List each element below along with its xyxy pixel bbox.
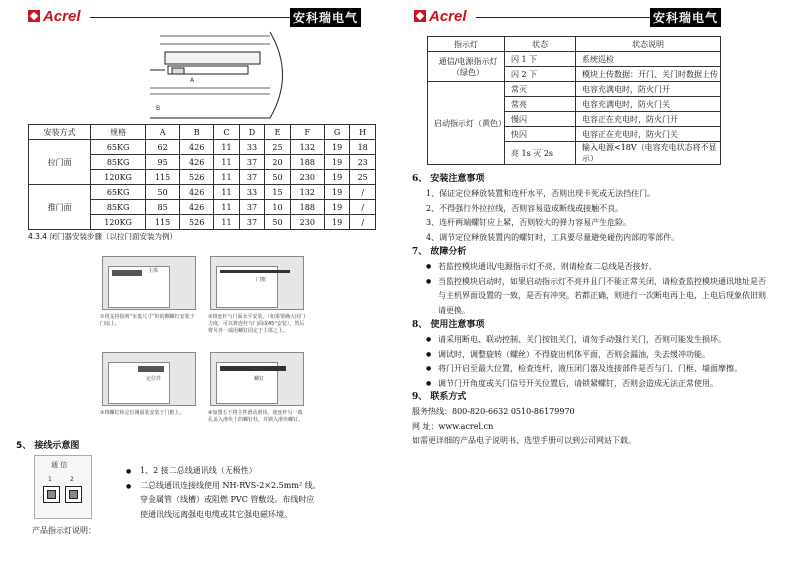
label-b: 门框 [256, 277, 267, 283]
table-cell: 19 [324, 185, 350, 200]
table-cell: 120KG [91, 215, 146, 230]
lamp-state: 亮 1s 灭 2s [505, 142, 576, 165]
table-cell: / [350, 185, 376, 200]
table-cell: 23 [350, 155, 376, 170]
notes-sections [412, 172, 772, 391]
table-cell: 10 [265, 200, 291, 215]
table-cell: 11 [214, 200, 240, 215]
lamp-state: 闪 1 下 [505, 52, 576, 67]
label-d: 螺钉 [254, 376, 265, 382]
terminal-1-number: 1 [48, 476, 52, 483]
column-header: H [350, 125, 376, 140]
state-description: 电容正在充电时，防火门关 [576, 127, 721, 142]
positioner [138, 366, 164, 372]
table-cell: 62 [146, 140, 180, 155]
table-cell: 85 [146, 200, 180, 215]
notes-section [412, 172, 772, 245]
table-cell: 230 [290, 215, 324, 230]
table-cell: 37 [239, 215, 265, 230]
column-header: B [180, 125, 214, 140]
contact-block [412, 390, 772, 449]
table-header-row [29, 125, 376, 140]
table-cell: 19 [324, 155, 350, 170]
table-cell: 50 [146, 185, 180, 200]
acrel-logo: Acrel [414, 8, 467, 25]
table-cell: 37 [239, 170, 265, 185]
column-header: 安装方式 [29, 125, 91, 140]
terminal-label: 通 信 [51, 461, 68, 469]
wiring-item-2: ● 二总线通讯连接线使用 NH-RVS-2×2.5mm² 线。穿金属管（线槽）或阻燃 PVC 管敷设。布线时应使通讯线远离强电电缆或其它强电磁环境。 [140, 479, 322, 523]
lamp-state: 慢闪 [505, 112, 576, 127]
table-cell: 11 [214, 155, 240, 170]
table-row [428, 82, 721, 97]
install-step-4 [206, 346, 308, 432]
install-step-1 [98, 244, 200, 340]
column-header: A [146, 125, 180, 140]
table-cell: 37 [239, 155, 265, 170]
table-cell: / [350, 200, 376, 215]
table-cell: 11 [214, 140, 240, 155]
table-row [428, 52, 721, 67]
table-cell: 33 [239, 140, 265, 155]
section-item: ● 调节门开角度或关门信号开关位置后，请锁紧螺钉，否则会造成无法正常使用。 [412, 377, 772, 392]
table-cell: 85KG [91, 155, 146, 170]
label-c: 定位件 [146, 376, 162, 382]
state-description: 电容充满电时，防火门开 [576, 82, 721, 97]
table-cell: 188 [290, 155, 324, 170]
table-cell: 426 [180, 200, 214, 215]
table-cell: 11 [214, 215, 240, 230]
brand-name: 安科瑞电气 [290, 8, 361, 27]
table-row [29, 140, 376, 155]
contact-title: 9、 联系方式 [412, 392, 467, 402]
lamp-state: 快闪 [505, 127, 576, 142]
section-item: ● 调试时，调整旋转（螺丝）不得旋出机体平面，否则会漏油，失去缓冲功能。 [412, 348, 772, 363]
bullet-icon: ● [426, 350, 432, 358]
column-header: G [324, 125, 350, 140]
table-cell: 95 [146, 155, 180, 170]
right-header [414, 6, 724, 28]
table-cell: 115 [146, 215, 180, 230]
install-step-3 [98, 346, 200, 432]
acrel-logo: Acrel [28, 8, 81, 25]
section-title: 6、 安装注意事项 [412, 174, 485, 184]
bullet-icon: ● [426, 277, 432, 285]
svg-text:A: A [190, 77, 195, 84]
table-header-row [428, 37, 721, 52]
table-cell: 65KG [91, 140, 146, 155]
lamp-state: 闪 2 下 [505, 67, 576, 82]
table-cell: 25 [350, 170, 376, 185]
install-method: 拉门面 [29, 140, 91, 185]
lamp-state: 常亮 [505, 97, 576, 112]
left-header [28, 6, 376, 28]
table-cell: 50 [265, 170, 291, 185]
install-steps-title: 4.3.4 闭门器安装步骤（以拉门面安装为例） [28, 232, 177, 241]
column-header: 状态 [505, 37, 576, 52]
indicator-lamp: 通信/电源指示灯（绿色） [428, 52, 505, 82]
section-title: 7、 故障分析 [412, 247, 467, 257]
section-item: 1、保证定位释放装置和连杆水平，否则出现卡死或无法挡住门。 [426, 189, 656, 198]
terminal-2-number: 2 [70, 476, 74, 483]
state-description: 电容正在充电时，防火门开 [576, 112, 721, 127]
terminal-1 [43, 486, 60, 503]
table-cell: 526 [180, 215, 214, 230]
indicator-status-table [427, 36, 721, 165]
column-header: D [239, 125, 265, 140]
step-4-caption: ④如图五下将主件滑动滑块，使连杆另一端孔盖入滑块上的螺钉柱，并锁入滑块螺钉。 [208, 410, 304, 423]
table-cell: 526 [180, 170, 214, 185]
lamp-state: 常灭 [505, 82, 576, 97]
table-cell: 15 [265, 185, 291, 200]
table-cell: 120KG [91, 170, 146, 185]
table-cell: 11 [214, 170, 240, 185]
table-cell: 25 [265, 140, 291, 155]
acrel-logo-icon [28, 10, 40, 22]
step-1-caption: ①将支持指明“室低尺寸”的的侧螺钉安装于门扇上。 [100, 314, 195, 327]
header-rule [90, 17, 290, 18]
bullet-icon: ● [426, 336, 432, 343]
indicator-lamp: 启动指示灯（黄色） [428, 82, 505, 165]
section-item: ● 若监控模块通讯/电源指示灯不亮，则请检查二总线是否接好。 [412, 260, 772, 275]
table-cell: 132 [290, 140, 324, 155]
bullet-icon: ● [426, 263, 432, 270]
wiring-title: 5、 接线示意图 [16, 441, 80, 451]
table-cell: 426 [180, 155, 214, 170]
indicator-label: 产品指示灯说明： [32, 526, 96, 535]
table-cell: 426 [180, 185, 214, 200]
column-header: E [265, 125, 291, 140]
table-cell: 19 [324, 140, 350, 155]
install-step-2 [206, 244, 308, 340]
step-3-caption: ③将螺钉和定位阀固装安装于门框上。 [100, 410, 185, 416]
table-cell: 33 [239, 185, 265, 200]
table-cell: 18 [350, 140, 376, 155]
table-cell: 20 [265, 155, 291, 170]
notes-section [412, 245, 772, 318]
closer-arm [220, 270, 290, 273]
table-cell: 19 [324, 200, 350, 215]
state-description: 输入电源<18V（电容充电状态将不显示） [576, 142, 721, 165]
column-header: 状态说明 [576, 37, 721, 52]
table-cell: 115 [146, 170, 180, 185]
column-header: C [214, 125, 240, 140]
section-item: ● 将门开启至最大位置，检查连杆，液压闭门器及连接部件是否与门、门框、墙面摩擦。 [412, 362, 772, 377]
wiring-notes [140, 464, 322, 522]
table-cell: 426 [180, 140, 214, 155]
column-header: F [290, 125, 324, 140]
brand-name: 安科瑞电气 [650, 8, 721, 27]
state-description: 系统巡检 [576, 52, 721, 67]
step-2-caption: ②将连杆与门面水平安装。（如果要确大闭门力度，可以将连杆与门面成45°安装），然后将另外一端用螺钉固定于主体之上。 [208, 314, 305, 334]
table-cell: 65KG [91, 185, 146, 200]
table-cell: 85KG [91, 200, 146, 215]
table-cell: 19 [324, 170, 350, 185]
label-a: 主体 [148, 268, 159, 274]
bullet-icon: ● [426, 379, 432, 387]
table-cell: 11 [214, 185, 240, 200]
section-item: ● 请采用断电、联动控制、关门按钮关门，请勿手动强行关门，否则可能发生损坏。 [412, 333, 772, 348]
terminal-diagram [34, 455, 92, 519]
bullet-icon: ● [426, 365, 432, 372]
column-header: 规格 [91, 125, 146, 140]
section-item: 4、调节定位释放装置内的螺钉时，工具要尽量避免碰伤内部的零部件。 [426, 232, 680, 242]
closer-assembled [220, 366, 286, 371]
section-item: 2、不得强行外拉拉线，否则容易造成断线或接触不良。 [426, 203, 624, 213]
table-cell: 19 [324, 215, 350, 230]
table-row [29, 185, 376, 200]
table-cell: 230 [290, 170, 324, 185]
table-cell: 132 [290, 185, 324, 200]
terminal-2 [65, 486, 82, 503]
table-cell: 37 [239, 200, 265, 215]
section-title: 8、 使用注意事项 [412, 320, 485, 330]
header-rule [476, 17, 650, 18]
dimension-drawing [120, 30, 310, 120]
svg-text:B: B [156, 105, 161, 112]
notes-section [412, 318, 772, 391]
install-spec-table [28, 124, 376, 230]
table-cell: 50 [265, 215, 291, 230]
install-method: 推门面 [29, 185, 91, 230]
closer-body [112, 270, 142, 276]
service-hotline: 服务热线：800-820-6632 0510-86179970 [412, 407, 575, 416]
download-note: 如需更详细的产品电子说明书、选型手册可以到公司网站下载。 [412, 436, 636, 445]
acrel-logo-icon [414, 10, 426, 22]
table-cell: / [350, 215, 376, 230]
section-item: 3、连杆两端螺钉应上紧，否则较大的弹力容易产生危险。 [426, 218, 632, 227]
table-cell: 188 [290, 200, 324, 215]
wiring-item-1: ● 1、2 接二总线通讯线（无极性） [140, 464, 322, 479]
column-header: 指示灯 [428, 37, 505, 52]
state-description: 电容充满电时，防火门关 [576, 97, 721, 112]
state-description: 模块上传数据：开门、关门时数据上传 [576, 67, 721, 82]
section-item: ● 当监控模块启动时，如果启动指示灯不亮并且门不能正常关闭，请检查监控模块通讯地址是否与主机界面设置的一致，是否有冲突。若都正确，则进行一次断电再上电，上电后现象依旧则请更换。 [426, 276, 766, 315]
website[interactable]: 网 址：www.acrel.cn [412, 421, 494, 431]
